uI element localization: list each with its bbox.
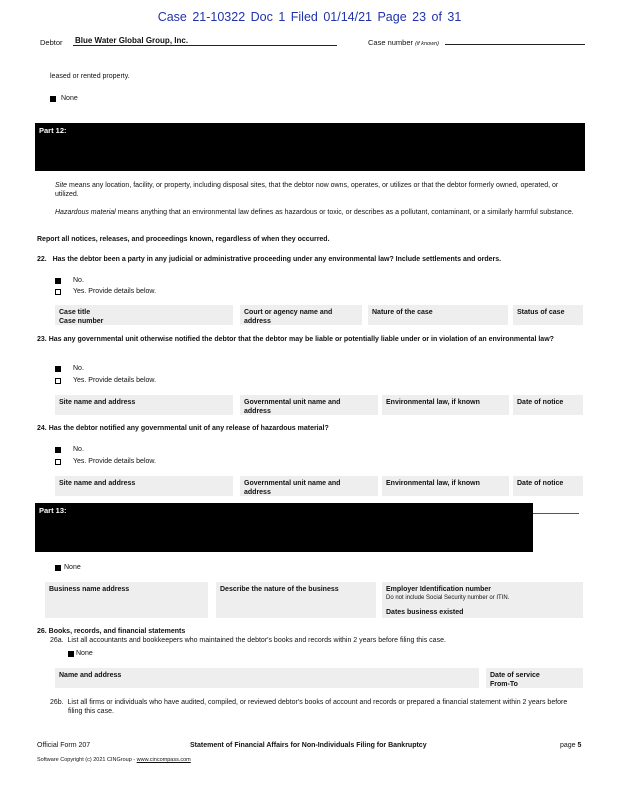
filled-checkbox-icon[interactable] (55, 447, 61, 453)
q26b-text: 26b. List all firms or individuals who have audited, compiled, or reviewed debtor's books of account and records or prepared a financial statement within 2 years before filing this case. (50, 699, 568, 715)
part12-bar (35, 123, 585, 171)
filled-checkbox-icon[interactable] (68, 651, 74, 657)
site-definition: Site means any location, facility, or property, including disposal sites, that the debtor now owns, operates, or utilizes or that the debtor formerly owned, operated, or utilized. (55, 182, 559, 198)
q26a-text: 26a. List all accountants and bookkeepers who maintained the debtor's books and records within 2 years before filing this case. (50, 637, 446, 644)
q23-col-gov-unit: Governmental unit name and address (240, 395, 378, 415)
debtor-label: Debtor (40, 38, 63, 47)
part13-rule (533, 513, 579, 514)
part13-bar (35, 503, 533, 552)
part13-col-business: Business name address (45, 582, 208, 618)
q23-col-env-law: Environmental law, if known (382, 395, 509, 415)
q24-question: 24. Has the debtor notified any governmental unit of any release of hazardous material? (37, 425, 329, 432)
q22-col-status: Status of case (513, 305, 583, 325)
q24-col-site: Site name and address (55, 476, 233, 496)
empty-checkbox-icon[interactable] (55, 459, 61, 465)
q23-question: 23. Has any governmental unit otherwise notified the debtor that the debtor may be liable or potentially liable under or in violation of an environmental law? (37, 336, 554, 343)
leased-text: leased or rented property. (50, 73, 130, 80)
footer-form: Official Form 207 (37, 742, 91, 749)
q23-yes-option[interactable]: Yes. Provide details below. (55, 377, 156, 384)
hazard-definition: Hazardous material means anything that an environmental law defines as hazardous or toxic, or describes as a pollutant, contaminant, or a similarly harmful substance. (55, 209, 574, 216)
footer-copyright: Software Copyright (c) 2021 CINGroup - www.cincompass.com (37, 757, 191, 763)
filled-checkbox-icon[interactable] (55, 278, 61, 284)
filled-checkbox-icon (50, 96, 56, 102)
q24-col-env-law: Environmental law, if known (382, 476, 509, 496)
dates-business-existed: Dates business existed (386, 609, 464, 616)
empty-checkbox-icon[interactable] (55, 289, 61, 295)
q26a-col-date: Date of service From-To (486, 668, 583, 688)
case-number-label: Case number (if known) (368, 38, 439, 47)
q22-no-option[interactable]: No. (55, 277, 84, 284)
q24-col-date: Date of notice (513, 476, 583, 496)
debtor-name: Blue Water Global Group, Inc. (73, 36, 337, 46)
q23-col-date: Date of notice (513, 395, 583, 415)
q24-yes-option[interactable]: Yes. Provide details below. (55, 458, 156, 465)
none-option-top: None (50, 95, 78, 102)
q22-question: 22. Has the debtor been a party in any judicial or administrative proceeding under any environmental law? Include settlements and orders. (37, 256, 502, 263)
q26-title: 26. Books, records, and financial statements (37, 628, 186, 635)
filled-checkbox-icon[interactable] (55, 366, 61, 372)
part13-label: Part 13: (39, 506, 67, 515)
footer-title: Statement of Financial Affairs for Non-Individuals Filing for Bankruptcy (190, 742, 427, 749)
empty-checkbox-icon[interactable] (55, 378, 61, 384)
q26a-col-name: Name and address (55, 668, 479, 688)
q23-col-site: Site name and address (55, 395, 233, 415)
q22-yes-option[interactable]: Yes. Provide details below. (55, 288, 156, 295)
part13-none-option[interactable]: None (55, 564, 81, 571)
footer-page: page 5 (560, 742, 582, 749)
part13-col-ein: Employer Identification number Do not include Social Security number or ITIN. Dates business existed (382, 582, 583, 618)
case-number-field (445, 44, 585, 45)
cincompass-link[interactable]: www.cincompass.com (136, 757, 191, 763)
ein-note: Do not include Social Security number or ITIN. (386, 595, 510, 601)
case-header: Case 21-10322 Doc 1 Filed 01/14/21 Page 23 of 31 (157, 10, 462, 24)
q26a-none-option[interactable]: None (68, 650, 93, 657)
part13-col-nature: Describe the nature of the business (216, 582, 376, 618)
filled-checkbox-icon[interactable] (55, 565, 61, 571)
report-all-text: Report all notices, releases, and proceedings known, regardless of when they occurred. (37, 236, 330, 243)
part12-label: Part 12: (39, 126, 67, 135)
q22-col-case-title: Case title Case number (55, 305, 233, 325)
q22-col-nature: Nature of the case (368, 305, 508, 325)
q24-no-option[interactable]: No. (55, 446, 84, 453)
q24-col-gov-unit: Governmental unit name and address (240, 476, 378, 496)
q23-no-option[interactable]: No. (55, 365, 84, 372)
q22-col-court: Court or agency name and address (240, 305, 362, 325)
